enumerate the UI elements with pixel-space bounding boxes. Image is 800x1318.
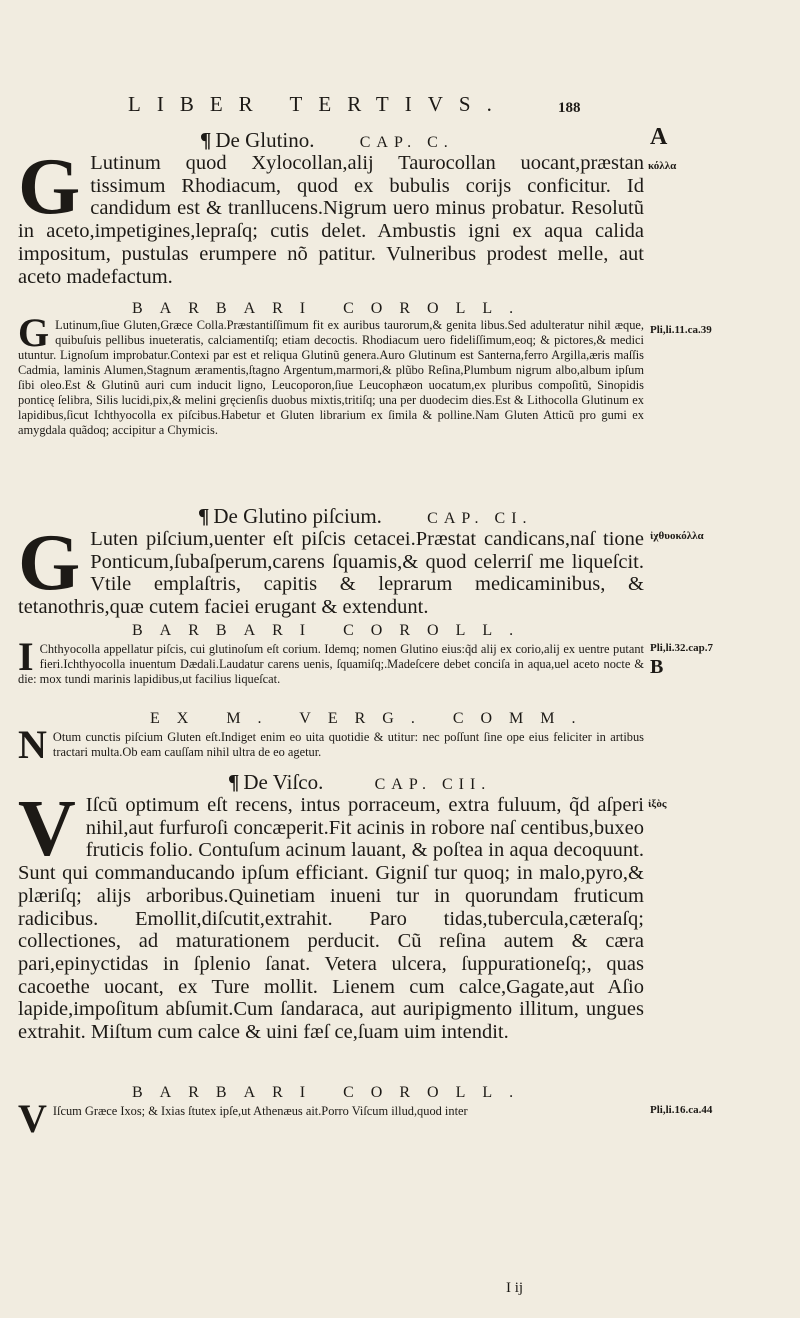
margin-reference: Pli,li.32.cap.7: [650, 642, 713, 654]
chapter-number: CAP. CII.: [374, 776, 492, 793]
chapter-title: De Glutino piſcium.: [213, 504, 382, 528]
margin-reference: Pli,li.16.ca.44: [650, 1104, 713, 1116]
chapter-text: Lutinum quod Xylocollan,alij Taurocollan uocant,præstan tissimum Rhodiacum, quod ex bubulis corijs conficitur. Id candidum est & tranllucens.Nigrum uero minus probatur. Resolutũ in aceto,impetigines,lepraſq; cutis delet. Ambustis igni ex aqua calida impositum, pustulas erumpere nõ patitur. Vulneribus prodest melle, aut aceto madefactum.: [18, 152, 644, 288]
margin-note: κόλλα: [648, 160, 677, 172]
margin-note: ἰχθυοκόλλα: [650, 530, 704, 542]
commentary-heading: BARBARI COROLL.: [132, 300, 531, 317]
margin-reference: Pli,li.11.ca.39: [650, 324, 712, 336]
commentary-body: [18, 722, 644, 767]
commentary-text: Iſcum Græce Ixos; & Ixias ſtutex ipſe,ut Athenæus ait.Porro Viſcum illud,quod inter: [52, 1104, 468, 1118]
chapter-number: CAP. C.: [359, 134, 454, 151]
drop-capital: G: [18, 519, 81, 607]
chapter-heading: [200, 128, 454, 153]
commentary-heading: BARBARI COROLL.: [132, 622, 531, 639]
margin-letter: A: [650, 124, 668, 150]
chapter-text: Iſcũ optimum eſt recens, intus porraceum, extra fuluum, q̃d aſperi nihil,aut furfuroſi concæperit.Fit acinis in robore naſ centibus,buxeo fruticis folio. Contuſum acinum lauant, & poſtea in aqua decoquunt. Sunt qui commanducando ipſum efficiant. Gigniſ tur quoq; in malo,pyro,& plæriſq; alijs arboribus.Quinetiam inueni tur in quorundam fruticum radicibus. Emollit,diſcutit,extrahit. Paro tidas,tubercula,cæteraſq; collectiones, ad maturationem perducit. Cũ reſina autem & cæra pari,epinyctidas in ſplenio ſanat. Vetera ulcera, ſuppurationeſq;, quas cacoethe uocant, ex Ture mollit. Lienem cum calce,Gagate,aut Aſio lapide,impoſitum abſumit.Cum ſandaraca, aut auripigmento illitum, ungues extrahit. Miſtum cum calce & uini fæſ ce,ſuam uim intendit.: [18, 794, 644, 1044]
commentary-text: Chthyocolla appellatur piſcis, cui glutinoſum eſt corium. Idemq; nomen Glutino eius:q̃d alij ex corio,alij ex uentre putant fieri.Ichthyocolla inuentum Dædali.Laudatur carens uenis, ſquamiſq;.Madeſcere debet conciſa in aqua,uel aceto nocte & die: mox tundi marinis lapidibus,ut facilius liqueſcat.: [18, 642, 644, 686]
drop-capital: V: [18, 785, 76, 873]
pilcrow-icon: ¶: [228, 770, 240, 794]
folio-number: 188: [558, 100, 581, 116]
chapter-title: De Glutino.: [215, 128, 315, 152]
commentary-body: [18, 1096, 644, 1141]
drop-capital: G: [18, 143, 81, 231]
drop-capital: V: [18, 1096, 47, 1141]
drop-capital: I: [18, 634, 34, 679]
commentary-text: Lutinum,ſiue Gluten,Græce Colla.Præstantiſſimum fit ex auribus taurorum,& genita libus.Sed adulteratur nihil æque, quibuſuis pellibus inueteratis, calciamentiſq; etiam decoctis. Rhodiacum uero fideliſſimum,eoq; & pictores,& medici utuntur. Lignoſum improbatur.Contexi par est et reliqua Glutinũ genera.Auro Glutinum est Santerna,ferro Argilla,æris maſſis Cadmia, laminis Alumen,Stagnum æramentis,ſtagno Argentum,marmori,& plũbo Reſina,Plumbum nigrum albo,album ipſum ſibi oleo.Est & Glutinũ auri cum inducit ligno, Leucoporon,ſiue Leucophæon uocatum,ex pluribus compoſitũ, Sinopidis ponticę ſelibra, Silis lucidi,pix,& melini gręcienſis duobus mixtis,tritiſq; una per duodecim dies.Est & Lithocolla Glutinum ex lapidibus,ſicut Ichthyocolla ex piſcibus.Habetur et Gluten librarium ex ſimila & polline.Nam Gluten Atticũ pro gumi ex amygdala quãdoq; accipitur a Chymicis.: [18, 318, 644, 437]
chapter-heading: [228, 770, 491, 795]
chapter-number: CAP. CI.: [427, 510, 533, 527]
commentary-heading: EX M. VERG. COMM.: [150, 710, 593, 727]
commentary-heading: BARBARI COROLL.: [132, 1084, 531, 1101]
chapter-body: [18, 143, 644, 288]
pilcrow-icon: ¶: [200, 128, 212, 152]
margin-note: ἰξὸς: [648, 798, 667, 810]
commentary-body: [18, 310, 644, 438]
drop-capital: G: [18, 310, 50, 355]
running-header: LIBER TERTIVS.: [128, 92, 508, 116]
chapter-text: Luten piſcium,uenter eſt piſcis cetacei.Præstat candicans,naſ tione Ponticum,ſubaſperum,carens ſquamis,& quod celerriſ me liqueſcit. Vtile emplaſtris, capitis & leprarum medicaminibus, & tetanothris,quæ cutem faciei erugant & extendunt.: [18, 528, 644, 619]
drop-capital: N: [18, 722, 47, 767]
commentary-text: Otum cunctis piſcium Gluten eſt.Indiget enim eo uita quotidie & utitur: nec poſſunt ſine ope eius feliciter in artibus tractari multa.Ob eam cauſſam nihil ultra de eo agetur.: [52, 730, 644, 759]
margin-letter: B: [650, 656, 664, 678]
signature-mark: I ij: [506, 1280, 524, 1296]
chapter-heading: [198, 504, 533, 529]
chapter-body: [18, 519, 644, 619]
commentary-body: [18, 634, 644, 687]
chapter-body: [18, 785, 644, 1044]
chapter-title: De Viſco.: [243, 770, 324, 794]
pilcrow-icon: ¶: [198, 504, 210, 528]
